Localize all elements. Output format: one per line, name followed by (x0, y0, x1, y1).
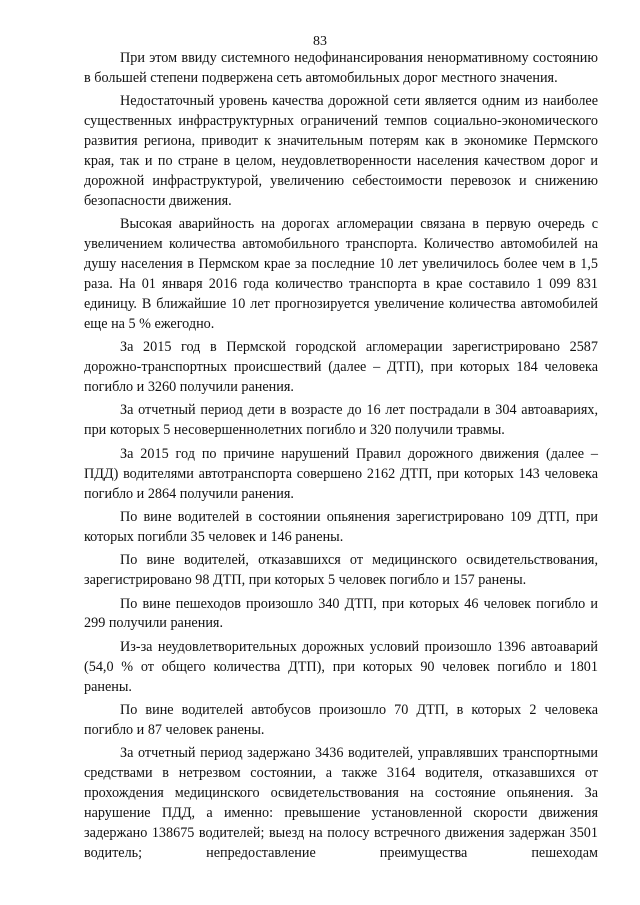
paragraph: За отчетный период дети в возрасте до 16 лет пострадали в 304 автоавариях, при которых 5 несовершеннолетних погибло и 320 получили травмы. (84, 402, 598, 439)
paragraph: Из-за неудовлетворительных дорожных условий произошло 1396 автоаварий (54,0 % от общего количества ДТП), при которых 90 человек погибло и 1801 ранены. (84, 638, 598, 695)
document-body (84, 49, 598, 867)
paragraph: По вине водителей, отказавшихся от медицинского освидетельствования, зарегистрировано 98 ДТП, при которых 5 человек погибло и 157 ранены. (84, 552, 598, 589)
paragraph: За 2015 год в Пермской городской агломерации зарегистрировано 2587 дорожно-транспортных происшествий (далее – ДТП), при которых 184 человека погибло и 3260 получили ранения. (84, 339, 598, 395)
paragraph: За отчетный период задержано 3436 водителей, управлявших транспортными средствами в нетрезвом состоянии, а также 3164 водителя, отказавшихся от прохождения медицинского освидетельствования на состояние опьянения. За нарушение ПДД, а именно: превышение установленной скорости движения задержано 138675 водителей; выезд на полосу встречного движения задержан 3501 водитель; непредоставление преимущества пешеходам (84, 745, 598, 861)
paragraph: При этом ввиду системного недофинансирования ненормативному состоянию в большей степени подвержена сеть автомобильных дорог местного значения. (84, 50, 598, 86)
paragraph: По вине пешеходов произошло 340 ДТП, при которых 46 человек погибло и 299 получили ранения. (84, 595, 598, 632)
page-number: 83 (313, 34, 327, 49)
paragraph: По вине водителей автобусов произошло 70 ДТП, в которых 2 человека погибло и 87 человек ранены. (84, 702, 598, 738)
paragraph: Высокая аварийность на дорогах агломерации связана в первую очередь с увеличением количества автомобильного транспорта. Количество автомобилей на душу населения в Пермском крае за последние 10 лет увеличилось более чем в 1,5 раза. На 01 января 2016 года количество транспорта в крае составило 1 099 831 единицу. В ближайшие 10 лет прогнозируется увеличение количества автомобилей еще на 5 % ежегодно. (84, 216, 598, 332)
paragraph: По вине водителей в состоянии опьянения зарегистрировано 109 ДТП, при которых погибли 35 человек и 146 ранены. (84, 508, 598, 545)
paragraph: За 2015 год по причине нарушений Правил дорожного движения (далее – ПДД) водителями автотранспорта совершено 2162 ДТП, при которых 143 человека погибло и 2864 получили ранения. (84, 445, 598, 502)
paragraph: Недостаточный уровень качества дорожной сети является одним из наиболее существенных инфраструктурных ограничений темпов социально-экономического развития региона, приводит к значительным потерям как в экономике Пермского края, так и по стране в целом, неудовлетворенности населения качеством дорог и дорожной инфраструктурой, увеличению себестоимости перевозок и снижению безопасности движения. (84, 93, 598, 209)
